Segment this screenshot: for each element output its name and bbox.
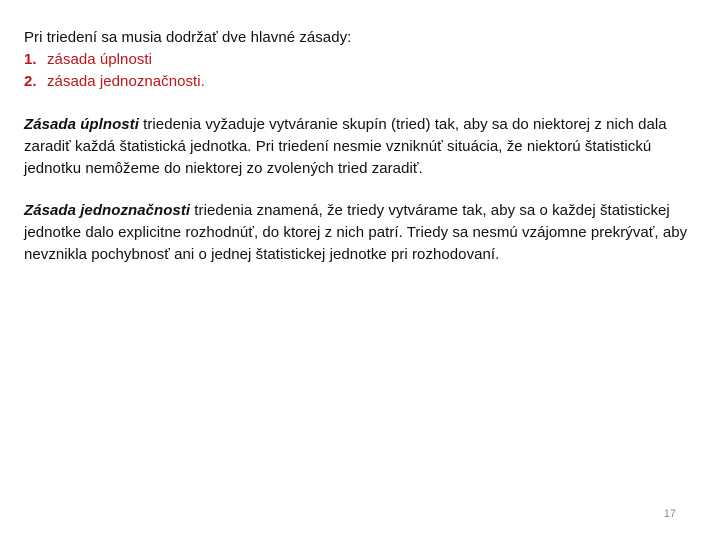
intro-block [24, 27, 696, 93]
page-number: 17 [663, 508, 676, 520]
list-number: 1. [24, 51, 37, 68]
list-item-text: zásada jednoznačnosti [47, 73, 201, 90]
paragraph-text: triedenia znamená, že triedy vytvárame tak, aby sa o každej štatistickej jednotke dalo explicitne rozhodnúť, do ktorej z nich patrí. Triedy sa nesmú vzájomne prekrývať, aby nevznikla pochybnosť ani o jednej štatistickej jednotke pri rozhodovaní. [24, 202, 688, 263]
term-unambiguity: Zásada jednoznačnosti [24, 202, 191, 219]
paragraph-unambiguity [24, 200, 696, 266]
paragraph-text: triedenia vyžaduje vytváranie skupín (tried) tak, aby sa do niektorej z nich dala zaradiť každá štatistická jednotka. Pri triedení nesmie vzniknúť situácia, že niektorú štatistickú jednotku nemôžeme do niektorej zo zvolených tried zaradiť. [24, 116, 667, 177]
list-item [24, 49, 696, 71]
list-item-text: zásada úplnosti [47, 51, 152, 68]
paragraph-completeness [24, 114, 696, 180]
list-item [24, 71, 696, 93]
list-item-suffix: . [200, 73, 205, 90]
intro-text: Pri triedení sa musia dodržať dve hlavné zásady: [24, 29, 352, 46]
term-completeness: Zásada úplnosti [24, 116, 139, 133]
list-number: 2. [24, 73, 37, 90]
